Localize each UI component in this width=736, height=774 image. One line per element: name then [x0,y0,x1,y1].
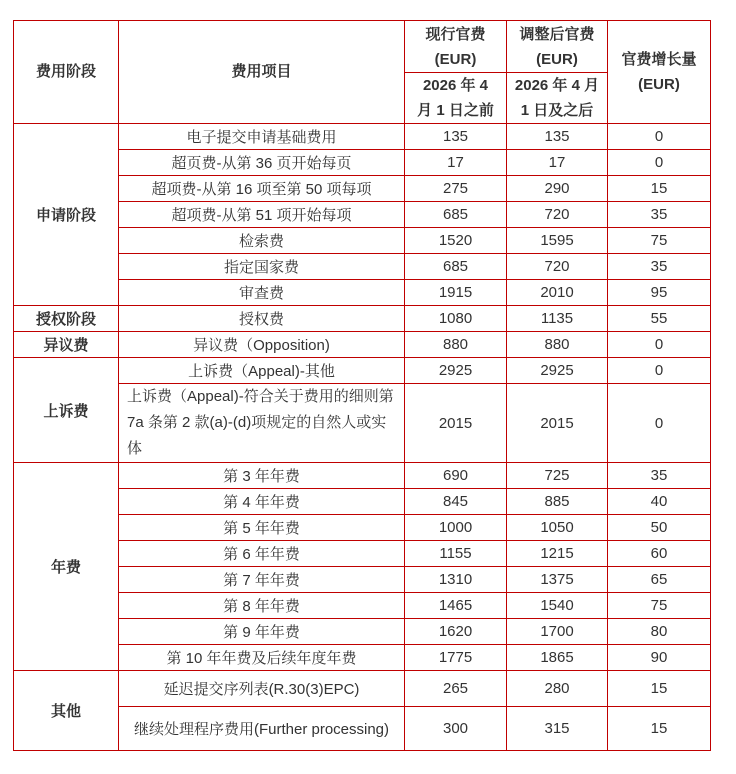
item-cell: 审查费 [119,280,405,306]
stage-cell: 其他 [14,671,119,751]
adjusted-fee-cell: 1865 [507,645,608,671]
adjusted-fee-cell: 720 [507,202,608,228]
current-fee-cell: 1080 [405,306,507,332]
current-fee-cell: 2015 [405,384,507,463]
item-cell: 授权费 [119,306,405,332]
adjusted-fee-cell: 135 [507,124,608,150]
adjusted-fee-cell: 720 [507,254,608,280]
stage-cell: 申请阶段 [14,124,119,306]
adjusted-fee-cell: 290 [507,176,608,202]
item-cell: 第 8 年年费 [119,593,405,619]
adjusted-fee-cell: 885 [507,489,608,515]
header-current-fee-unit: (EUR) [434,50,477,68]
increase-cell: 50 [608,515,711,541]
item-cell: 继续处理程序费用(Further processing) [119,707,405,751]
header-adjusted-fee-unit: (EUR) [536,50,578,68]
adjusted-fee-cell: 17 [507,150,608,176]
fee-table [13,20,711,751]
header-adjusted-date [507,73,608,124]
table-row [14,358,711,384]
table-row [14,707,711,751]
table-row [14,463,711,489]
increase-cell: 0 [608,332,711,358]
current-fee-cell: 300 [405,707,507,751]
increase-cell: 0 [608,150,711,176]
table-row [14,567,711,593]
current-fee-cell: 845 [405,489,507,515]
current-fee-cell: 1620 [405,619,507,645]
header-increase-unit: (EUR) [638,76,680,93]
item-cell: 超项费-从第 16 项至第 50 项每项 [119,176,405,202]
increase-cell: 40 [608,489,711,515]
item-cell: 延迟提交序列表(R.30(3)EPC) [119,671,405,707]
adjusted-fee-cell: 725 [507,463,608,489]
item-cell: 第 7 年年费 [119,567,405,593]
current-fee-cell: 690 [405,463,507,489]
item-cell: 上诉费（Appeal)-符合关于费用的细则第 7a 条第 2 款(a)-(d)项规定的自然人或实体 [119,384,405,463]
header-adjusted-date-line1: 2026 年 4 月 [514,77,600,94]
current-fee-cell: 1155 [405,541,507,567]
increase-cell: 35 [608,463,711,489]
stage-cell: 授权阶段 [14,306,119,332]
adjusted-fee-cell: 1215 [507,541,608,567]
adjusted-fee-cell: 1540 [507,593,608,619]
item-cell: 第 10 年年费及后续年度年费 [119,645,405,671]
fee-table-header [14,21,711,124]
item-cell: 超页费-从第 36 页开始每页 [119,150,405,176]
header-increase-label: 官费增长量 [621,51,697,68]
increase-cell: 75 [608,228,711,254]
current-fee-cell: 17 [405,150,507,176]
current-fee-cell: 1000 [405,515,507,541]
current-fee-cell: 880 [405,332,507,358]
current-fee-cell: 1310 [405,567,507,593]
item-cell: 第 9 年年费 [119,619,405,645]
increase-cell: 75 [608,593,711,619]
header-stage: 费用阶段 [14,21,119,124]
item-cell: 第 4 年年费 [119,489,405,515]
increase-cell: 0 [608,124,711,150]
header-item: 费用项目 [119,21,405,124]
adjusted-fee-cell: 1050 [507,515,608,541]
stage-cell: 年费 [14,463,119,671]
item-cell: 异议费（Opposition) [119,332,405,358]
table-row [14,306,711,332]
increase-cell: 60 [608,541,711,567]
increase-cell: 80 [608,619,711,645]
current-fee-cell: 1775 [405,645,507,671]
table-row [14,489,711,515]
table-row [14,593,711,619]
increase-cell: 0 [608,384,711,463]
table-row [14,150,711,176]
adjusted-fee-cell: 1700 [507,619,608,645]
header-current-date-line2: 月 1 日之前 [417,102,494,119]
table-row [14,515,711,541]
current-fee-cell: 685 [405,254,507,280]
header-current-date [405,73,507,124]
table-row [14,280,711,306]
table-row [14,541,711,567]
adjusted-fee-cell: 1375 [507,567,608,593]
current-fee-cell: 685 [405,202,507,228]
item-cell: 电子提交申请基础费用 [119,124,405,150]
adjusted-fee-cell: 2015 [507,384,608,463]
current-fee-cell: 1520 [405,228,507,254]
item-cell: 第 3 年年费 [119,463,405,489]
table-row [14,384,711,463]
current-fee-cell: 2925 [405,358,507,384]
header-row-top [14,21,711,73]
header-current-date-line1: 2026 年 4 [422,77,489,94]
increase-cell: 90 [608,645,711,671]
adjusted-fee-cell: 2925 [507,358,608,384]
increase-cell: 15 [608,707,711,751]
header-adjusted-fee [507,21,608,73]
adjusted-fee-cell: 315 [507,707,608,751]
current-fee-cell: 275 [405,176,507,202]
table-row [14,645,711,671]
increase-cell: 35 [608,202,711,228]
header-adjusted-fee-label: 调整后官费 [519,25,595,43]
header-adjusted-date-line2: 1 日及之后 [520,102,594,119]
table-row [14,176,711,202]
increase-cell: 0 [608,358,711,384]
fee-table-body [14,124,711,751]
item-cell: 检索费 [119,228,405,254]
table-row [14,124,711,150]
item-cell: 第 6 年年费 [119,541,405,567]
stage-cell: 上诉费 [14,358,119,463]
table-row [14,228,711,254]
current-fee-cell: 135 [405,124,507,150]
header-increase [608,21,711,124]
header-current-fee-label: 现行官费 [425,25,486,43]
increase-cell: 55 [608,306,711,332]
table-row [14,671,711,707]
item-cell: 上诉费（Appeal)-其他 [119,358,405,384]
adjusted-fee-cell: 1595 [507,228,608,254]
current-fee-cell: 265 [405,671,507,707]
header-current-fee [405,21,507,73]
stage-cell: 异议费 [14,332,119,358]
adjusted-fee-cell: 280 [507,671,608,707]
current-fee-cell: 1915 [405,280,507,306]
item-cell: 超项费-从第 51 项开始每项 [119,202,405,228]
item-cell: 指定国家费 [119,254,405,280]
item-cell: 第 5 年年费 [119,515,405,541]
table-row [14,202,711,228]
increase-cell: 65 [608,567,711,593]
increase-cell: 15 [608,176,711,202]
adjusted-fee-cell: 880 [507,332,608,358]
table-row [14,254,711,280]
table-row [14,332,711,358]
current-fee-cell: 1465 [405,593,507,619]
table-row [14,619,711,645]
increase-cell: 35 [608,254,711,280]
adjusted-fee-cell: 2010 [507,280,608,306]
adjusted-fee-cell: 1135 [507,306,608,332]
increase-cell: 15 [608,671,711,707]
increase-cell: 95 [608,280,711,306]
